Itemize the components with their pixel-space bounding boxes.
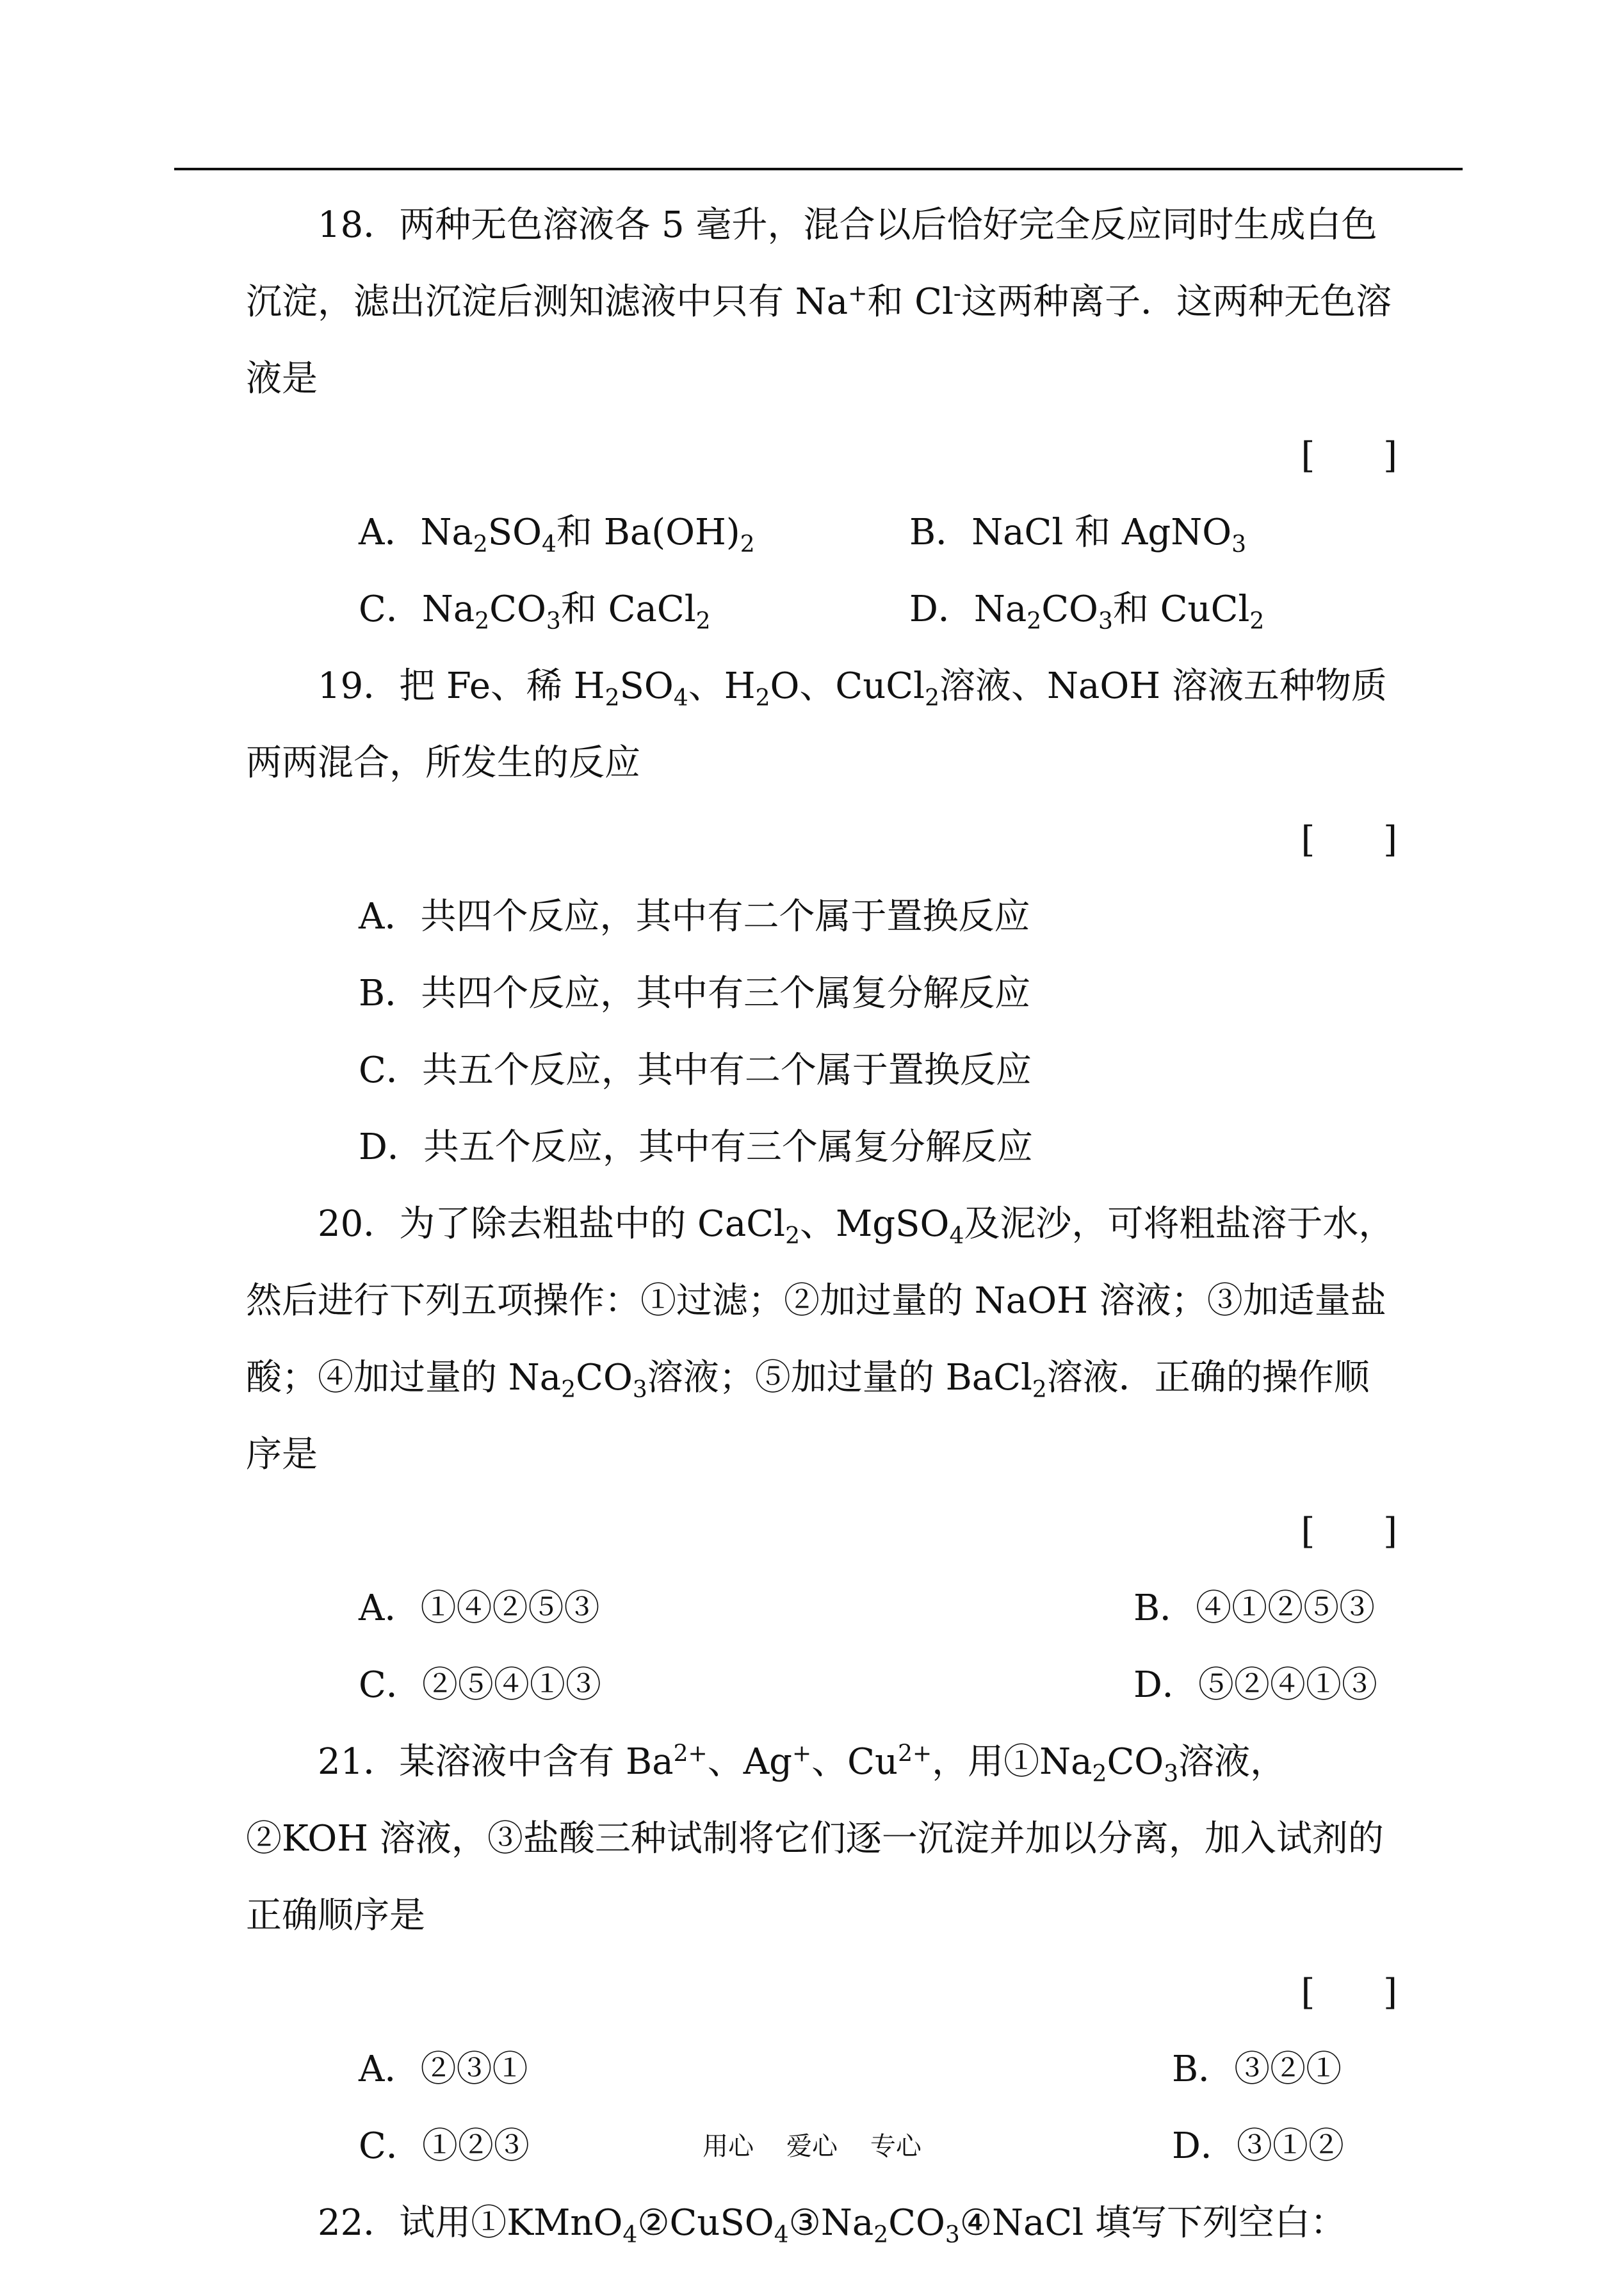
option-18-b: B．NaCl 和 AgNO$_3$ <box>909 512 1247 558</box>
document-body <box>246 187 1399 2262</box>
option-19-d: D．共五个反应，其中有三个属复分解反应 <box>359 1126 1033 1168</box>
answer-bracket-20: [ ] <box>1301 1511 1397 1552</box>
option-20-d: D．⑤②④①③ <box>1133 1664 1377 1706</box>
header-rule <box>174 168 1463 170</box>
question-19-stem: 19．把 Fe、稀 $H_2SO_4$、$H_2O$、CuCl$_2$溶液、NaOH 溶液五种物质两两混合，所发生的反应 <box>246 665 1387 784</box>
option-21-b: B．③②① <box>1172 2048 1342 2090</box>
option-18-d: D．$Na_2CO_3$和 CuCl$_2$ <box>909 588 1265 635</box>
option-19-b: B．共四个反应，其中有三个属复分解反应 <box>359 973 1031 1014</box>
question-20-stem: 20．为了除去粗盐中的 CaCl$_2$、MgSO$_4$及泥沙，可将粗盐溶于水，然后进行下列五项操作：①过滤；②加过量的 NaOH 溶液；③加适量盐酸；④加过量的 $Na_2CO_3$溶液；⑤加过量的 BaCl$_2$溶液．正确的操作顺序是 <box>246 1203 1395 1475</box>
question-21-options-row-1 <box>246 2031 1399 2108</box>
page-footer: 用心 爱心 专心 <box>702 2132 922 2161</box>
option-20-c: C．②⑤④①③ <box>359 1664 601 1706</box>
answer-bracket-18: [ ] <box>1301 435 1397 476</box>
answer-bracket-19: [ ] <box>1301 819 1397 861</box>
option-18-c: C．$Na_2CO_3$和 CaCl$_2$ <box>359 588 711 635</box>
question-21-stem: 21．某溶液中含有 $Ba^{2+}$、Ag+、$Cu^{2+}$，用$①Na_2CO_3$溶液，②KOH 溶液，③盐酸三种试制将它们逐一沉淀并加以分离，加入试剂的正确顺序是 <box>246 1740 1384 1936</box>
option-20-a: A．①④②⑤③ <box>359 1587 600 1629</box>
option-21-c: C．①②③ <box>359 2125 530 2167</box>
option-19-c: C．共五个反应，其中有二个属于置换反应 <box>359 1050 1032 1091</box>
option-19-a: A．共四个反应，其中有二个属于置换反应 <box>359 896 1030 937</box>
question-18-options-row-2 <box>246 571 1399 648</box>
question-22-stem: 22．试用$①KMnO_4②CuSO_4③Na_2CO_3④NaCl$ 填写下列空白： <box>318 2202 1346 2249</box>
option-20-b: B．④①②⑤③ <box>1133 1587 1376 1629</box>
question-20-options-row-1 <box>246 1570 1399 1647</box>
question-18-stem: 18．两种无色溶液各 5 毫升，混合以后恰好完全反应同时生成白色沉淀，滤出沉淀后测知滤液中只有 Na+和 Cl-这两种离子．这两种无色溶液是 <box>246 204 1392 400</box>
question-20-options-row-2 <box>246 1647 1399 1724</box>
option-18-a: A．$Na_2SO_4$和 $Ba(OH)_2$ <box>359 512 755 558</box>
option-21-d: D．③①② <box>1172 2125 1344 2167</box>
option-21-a: A．②③① <box>359 2048 528 2090</box>
question-18-options-row-1 <box>246 494 1399 571</box>
answer-bracket-21: [ ] <box>1301 1972 1397 2013</box>
